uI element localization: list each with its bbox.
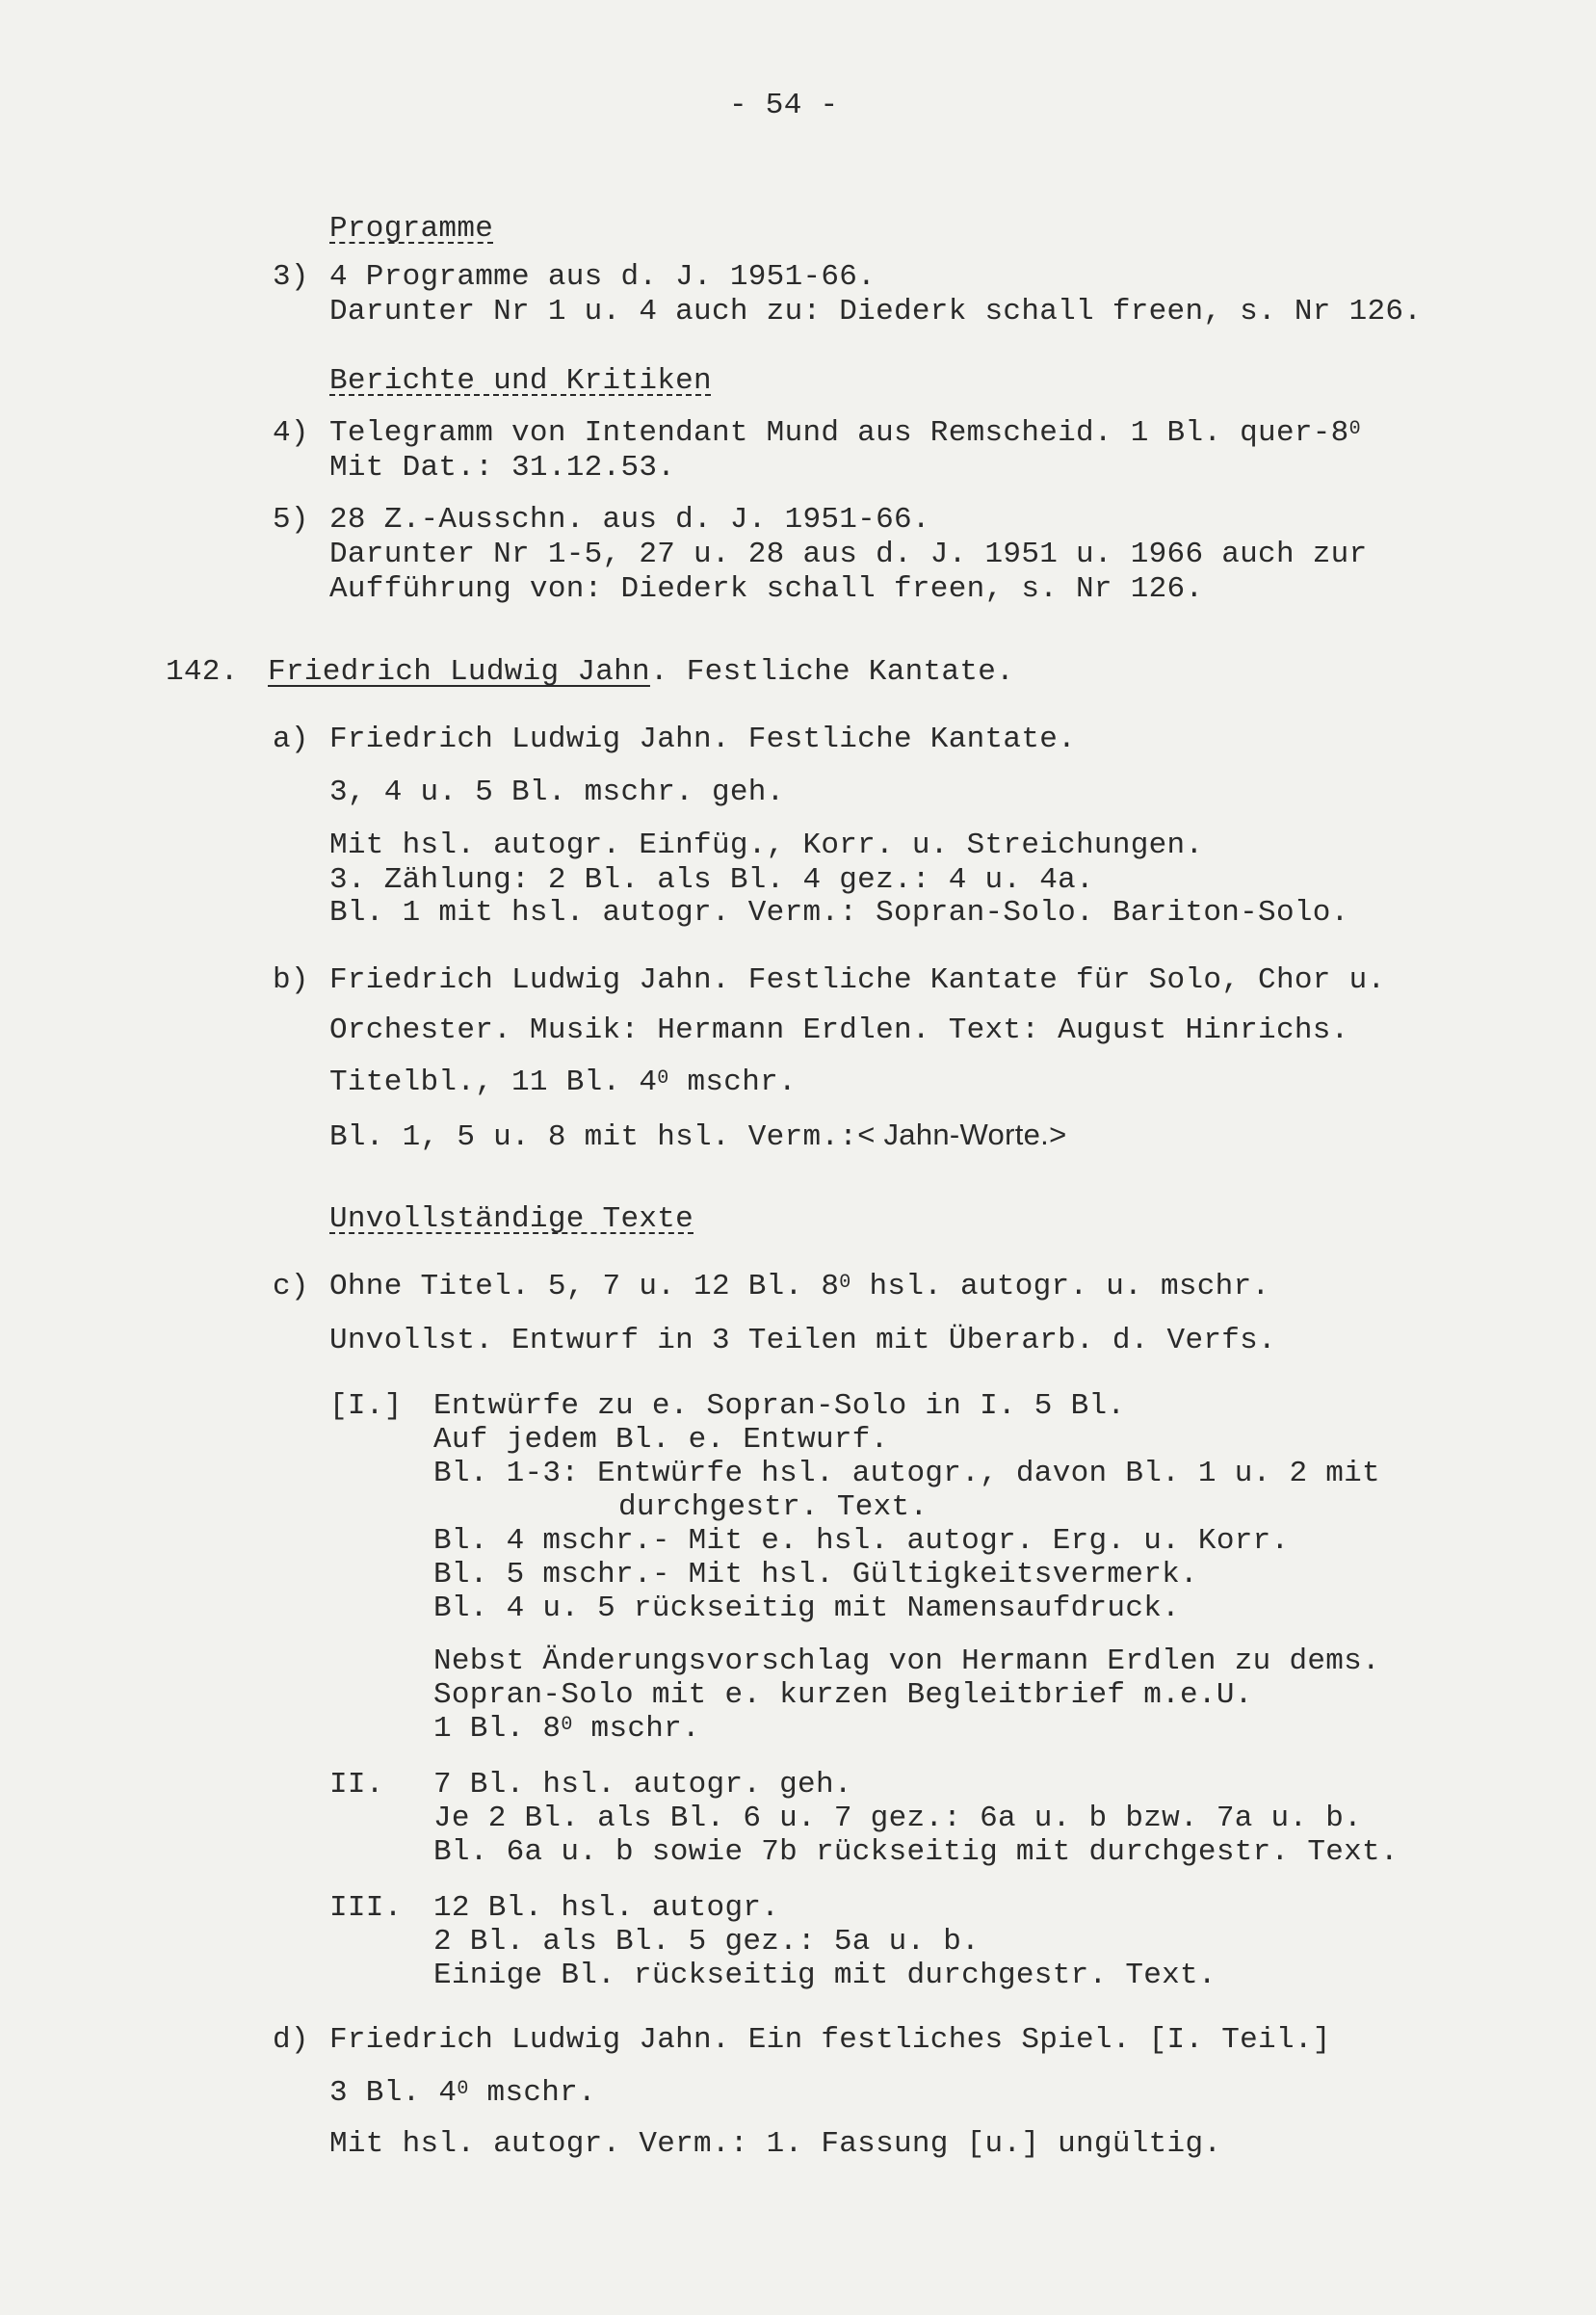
section-heading-berichte: Berichte und Kritiken [329, 364, 712, 398]
item-text: Aufführung von: Diederk schall freen, s. Nr 126. [329, 572, 1204, 606]
item-text: 4 Programme aus d. J. 1951-66. [329, 260, 876, 294]
item-text: Telegramm von Intendant Mund aus Remscheid. 1 Bl. quer-$8^0$ [329, 416, 1361, 450]
item-text: Ohne Titel. 5, 7 u. 12 Bl. $8^0$ hsl. autogr. u. mschr. [329, 1270, 1270, 1303]
part-text: Auf jedem Bl. e. Entwurf. [433, 1423, 889, 1457]
item-text: Friedrich Ludwig Jahn. Ein festliches Spiel. [I. Teil.] [329, 2023, 1331, 2057]
section-heading-unvollstaendig: Unvollständige Texte [329, 1202, 694, 1236]
entry-title: Friedrich Ludwig Jahn. Festliche Kantate. [268, 655, 1015, 689]
part-text: Je 2 Bl. als Bl. 6 u. 7 gez.: 6a u. b bzw. 7a u. b. [433, 1802, 1363, 1835]
item-label: 3) [273, 260, 309, 294]
part-text: Bl. 5 mschr.- Mit hsl. Gültigkeitsvermerk. [433, 1558, 1198, 1592]
part-text: Bl. 4 mschr.- Mit e. hsl. autogr. Erg. u. Korr. [433, 1524, 1290, 1558]
part-text: Sopran-Solo mit e. kurzen Begleitbrief m.e.U. [433, 1678, 1253, 1712]
part-text: Bl. 6a u. b sowie 7b rückseitig mit durchgestr. Text. [433, 1835, 1399, 1869]
item-text: Mit hsl. autogr. Einfüg., Korr. u. Streichungen. [329, 829, 1204, 862]
item-label: b) [273, 963, 309, 997]
item-text: Darunter Nr 1 u. 4 auch zu: Diederk schall freen, s. Nr 126. [329, 295, 1423, 329]
item-text: Mit Dat.: 31.12.53. [329, 451, 676, 485]
part-text: 7 Bl. hsl. autogr. geh. [433, 1768, 852, 1802]
item-text: Friedrich Ludwig Jahn. Festliche Kantate für Solo, Chor u. [329, 963, 1386, 997]
item-label: a) [273, 723, 309, 756]
item-text: 28 Z.-Ausschn. aus d. J. 1951-66. [329, 503, 930, 537]
item-text: Darunter Nr 1-5, 27 u. 28 aus d. J. 1951 u. 1966 auch zur [329, 538, 1368, 571]
item-text: Bl. 1 mit hsl. autogr. Verm.: Sopran-Solo. Bariton-Solo. [329, 896, 1349, 930]
item-text: Mit hsl. autogr. Verm.: 1. Fassung [u.] ungültig. [329, 2127, 1222, 2161]
item-text: Unvollst. Entwurf in 3 Teilen mit Überarb. d. Verfs. [329, 1324, 1276, 1357]
item-text: 3. Zählung: 2 Bl. als Bl. 4 gez.: 4 u. 4a. [329, 863, 1094, 897]
part-text: 2 Bl. als Bl. 5 gez.: 5a u. b. [433, 1925, 981, 1959]
part-text: Bl. 1-3: Entwürfe hsl. autogr., davon Bl. 1 u. 2 mit [433, 1457, 1380, 1490]
entry-number: 142. [166, 655, 239, 689]
item-label: 5) [273, 503, 309, 537]
part-label: [I.] [329, 1389, 403, 1423]
part-label: III. [329, 1891, 403, 1925]
part-text: Entwürfe zu e. Sopran-Solo in I. 5 Bl. [433, 1389, 1126, 1423]
item-text: Bl. 1, 5 u. 8 mit hsl. Verm.:< Jahn-Worte.> [329, 1118, 1067, 1154]
part-text: Bl. 4 u. 5 rückseitig mit Namensaufdruck. [433, 1592, 1181, 1625]
item-text: Titelbl., 11 Bl. $4^0$ mschr. [329, 1065, 797, 1099]
part-text: 12 Bl. hsl. autogr. [433, 1891, 780, 1925]
section-heading-programme: Programme [329, 212, 494, 246]
item-label: d) [273, 2023, 309, 2057]
page-number: - 54 - [729, 89, 839, 122]
part-text: durchgestr. Text. [618, 1490, 929, 1524]
item-text: 3 Bl. $4^0$ mschr. [329, 2076, 596, 2110]
part-text: Nebst Änderungsvorschlag von Hermann Erdlen zu dems. [433, 1644, 1380, 1678]
item-label: 4) [273, 416, 309, 450]
item-text: 3, 4 u. 5 Bl. mschr. geh. [329, 776, 785, 809]
part-text: Einige Bl. rückseitig mit durchgestr. Text. [433, 1959, 1217, 1992]
item-text: Friedrich Ludwig Jahn. Festliche Kantate. [329, 723, 1077, 756]
item-label: c) [273, 1270, 309, 1303]
item-text: Orchester. Musik: Hermann Erdlen. Text: August Hinrichs. [329, 1013, 1349, 1047]
part-text: 1 Bl. $8^0$ mschr. [433, 1712, 700, 1746]
part-label: II. [329, 1768, 384, 1802]
